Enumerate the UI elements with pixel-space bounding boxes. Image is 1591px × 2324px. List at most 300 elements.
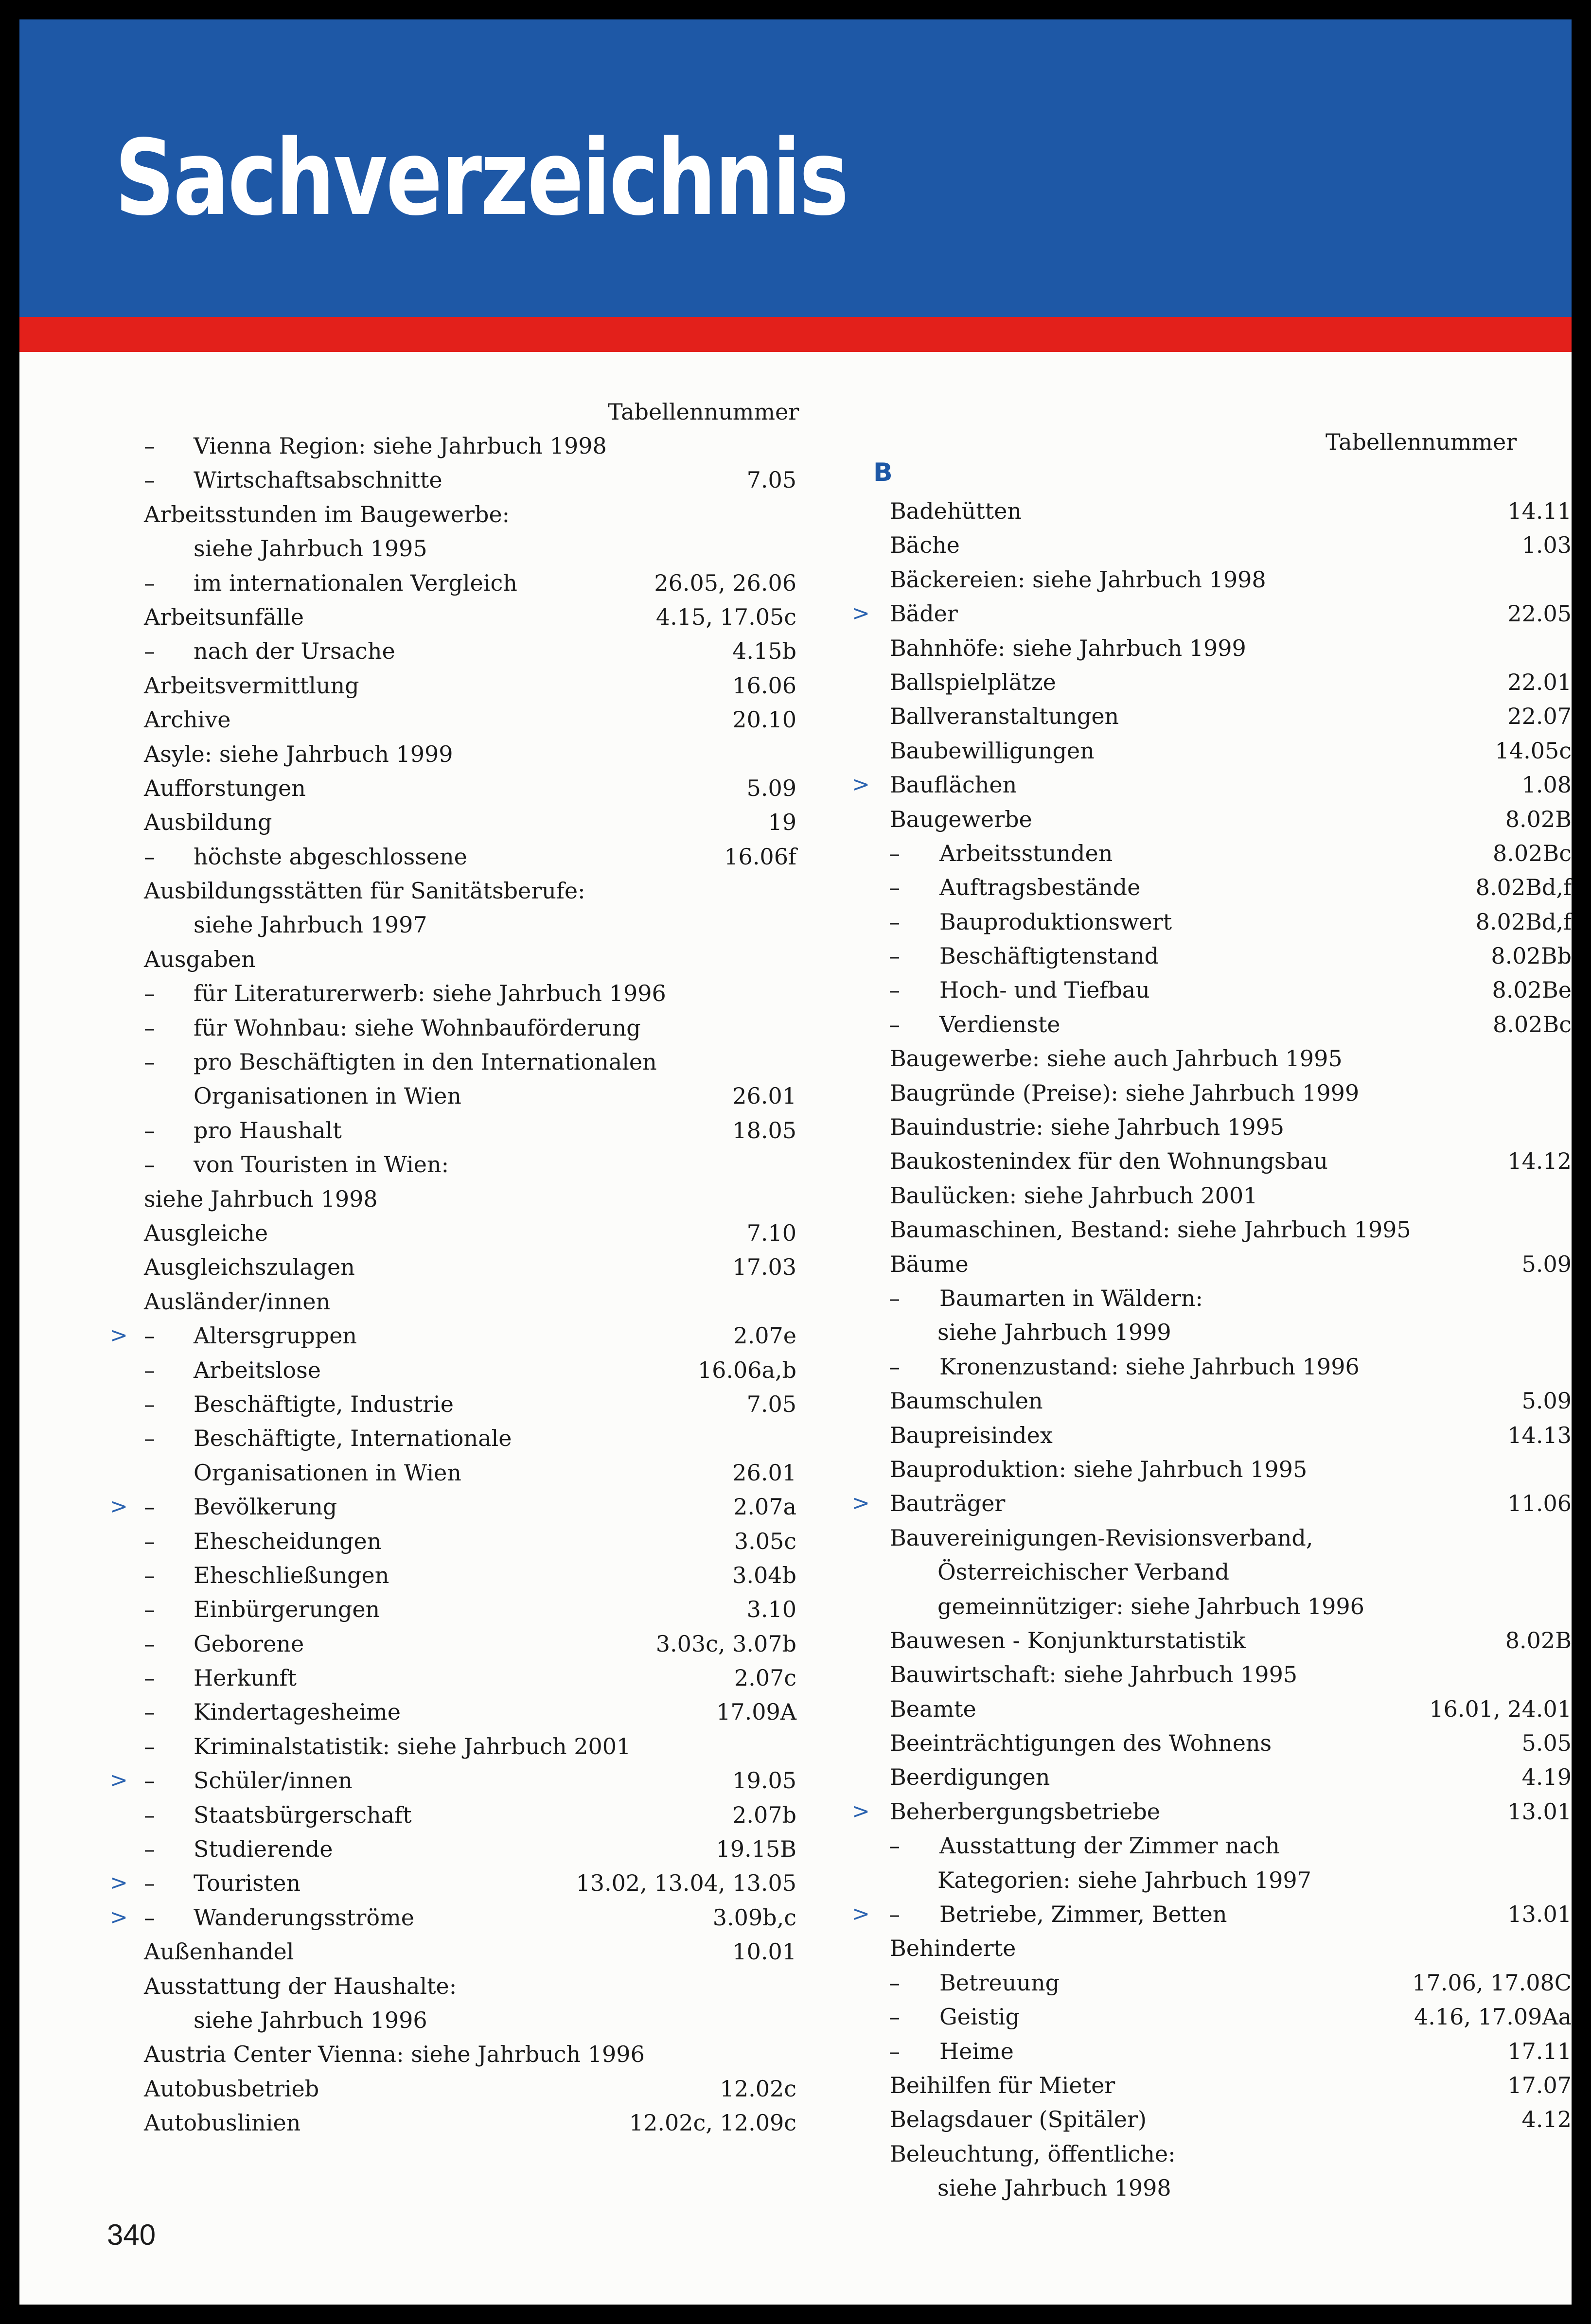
subentry-dash: – — [889, 1969, 900, 1996]
subentry-dash: – — [889, 1285, 900, 1311]
entry-text: Betreuung — [939, 1969, 1060, 1996]
table-number: 3.04b — [732, 1562, 796, 1588]
subentry-dash: – — [144, 1117, 155, 1144]
header-band — [19, 19, 1572, 317]
index-entry — [19, 1558, 797, 1592]
entry-text: Arbeitslose — [194, 1356, 321, 1383]
table-number: 1.08 — [1521, 772, 1572, 798]
index-entry — [19, 1250, 797, 1284]
entry-text: Verdienste — [939, 1011, 1061, 1038]
entry-text: Ausbildung — [144, 809, 272, 836]
table-number: 22.05 — [1507, 600, 1572, 627]
entry-text: Baumarten in Wäldern: — [939, 1285, 1203, 1311]
index-entry — [19, 1490, 797, 1524]
column-header-label: Tabellennummer — [1326, 429, 1517, 455]
entry-text: Auftragsbestände — [939, 874, 1141, 901]
table-number: 19.05 — [732, 1767, 796, 1794]
entry-text: Beherbergungsbetriebe — [890, 1798, 1161, 1825]
table-number: 2.07c — [734, 1665, 796, 1691]
index-entry — [19, 497, 797, 531]
index-entry — [19, 566, 797, 600]
entry-text: Schüler/innen — [194, 1767, 353, 1794]
entry-text: Aufforstungen — [144, 775, 306, 801]
entry-text: Beihilfen für Mieter — [890, 2072, 1115, 2098]
entry-text: Baugewerbe: siehe auch Jahrbuch 1995 — [890, 1045, 1343, 1072]
index-entry — [19, 1832, 797, 1866]
entry-text: Arbeitsunfälle — [144, 603, 304, 630]
new-entry-marker-icon: > — [110, 1870, 128, 1896]
table-number: 13.01 — [1507, 1901, 1572, 1928]
entry-text: Ballspielplätze — [890, 669, 1056, 695]
subentry-dash: – — [144, 1801, 155, 1828]
index-entry — [797, 563, 1572, 597]
index-entry — [19, 1729, 797, 1763]
entry-text: Bauvereinigungen-Revisionsverband, — [890, 1524, 1313, 1551]
index-entry — [19, 1763, 797, 1797]
table-number: 4.19 — [1521, 1764, 1572, 1791]
index-entry — [19, 669, 797, 703]
table-number: 16.06 — [732, 672, 796, 699]
subentry-dash: – — [889, 2004, 900, 2030]
entry-text: Hoch- und Tiefbau — [939, 977, 1150, 1004]
index-entry — [797, 905, 1572, 939]
table-number: 14.05c — [1495, 737, 1572, 764]
index-entry — [797, 1726, 1572, 1760]
index-entry — [19, 1387, 797, 1421]
entry-text: Archive — [144, 706, 231, 733]
entry-text: Baumschulen — [890, 1388, 1043, 1414]
index-entry — [797, 1281, 1572, 1315]
index-entry — [19, 1866, 797, 1900]
subentry-dash: – — [144, 1425, 155, 1452]
index-entry — [797, 1897, 1572, 1931]
index-entry — [797, 1521, 1572, 1555]
subentry-dash: – — [144, 1699, 155, 1725]
entry-text: Beamte — [890, 1695, 976, 1722]
entry-text: Baumaschinen, Bestand: siehe Jahrbuch 1995 — [890, 1216, 1411, 1243]
entry-text: Austria Center Vienna: siehe Jahrbuch 1996 — [144, 2041, 645, 2068]
index-entry — [797, 2171, 1572, 2205]
entry-text: Bauproduktionswert — [939, 908, 1172, 935]
entry-text: Österreichischer Verband — [937, 1559, 1230, 1585]
entry-text: Beeinträchtigungen des Wohnens — [890, 1730, 1272, 1757]
index-entry — [797, 1795, 1572, 1829]
index-entry — [19, 634, 797, 668]
table-number: 20.10 — [732, 706, 796, 733]
entry-text: Ausbildungsstätten für Sanitätsberufe: — [144, 878, 585, 904]
table-number: 3.03c, 3.07b — [655, 1630, 796, 1657]
entry-text: Ausstattung der Haushalte: — [144, 1972, 457, 1999]
entry-text: Organisationen in Wien — [194, 1459, 461, 1486]
new-entry-marker-icon: > — [852, 1491, 870, 1516]
entry-text: Heime — [939, 2038, 1014, 2064]
index-entry — [19, 976, 797, 1010]
index-entry — [797, 2068, 1572, 2102]
index-entry — [797, 699, 1572, 733]
table-number: 12.02c, 12.09c — [629, 2110, 796, 2136]
table-number: 17.06, 17.08C — [1412, 1969, 1572, 1996]
table-number: 16.01, 24.01 — [1429, 1695, 1572, 1722]
entry-text: Organisationen in Wien — [194, 1083, 461, 1109]
entry-text: siehe Jahrbuch 1997 — [194, 912, 427, 938]
subentry-dash: – — [889, 2038, 900, 2064]
table-number: 4.16, 17.09Aa — [1414, 2004, 1572, 2030]
index-entry — [19, 1182, 797, 1216]
index-entry — [797, 1110, 1572, 1144]
entry-text: von Touristen in Wien: — [194, 1151, 449, 1178]
entry-text: Baubewilligungen — [890, 737, 1095, 764]
table-number: 11.06 — [1507, 1490, 1572, 1517]
entry-text: nach der Ursache — [194, 638, 395, 665]
subentry-dash: – — [889, 1353, 900, 1380]
entry-text: Altersgruppen — [194, 1322, 357, 1349]
table-number: 14.12 — [1507, 1148, 1572, 1175]
table-number: 7.10 — [746, 1219, 796, 1246]
entry-text: Beschäftigte, Internationale — [194, 1425, 512, 1452]
entry-text: Ausländer/innen — [144, 1288, 331, 1315]
subentry-dash: – — [144, 1562, 155, 1588]
index-entry — [797, 836, 1572, 870]
index-entry — [797, 631, 1572, 665]
table-number: 5.09 — [1521, 1388, 1572, 1414]
subentry-dash: – — [889, 943, 900, 969]
index-entry — [797, 1623, 1572, 1657]
subentry-dash: – — [889, 1011, 900, 1038]
index-entry — [797, 939, 1572, 973]
table-number: 3.09b,c — [712, 1904, 796, 1931]
table-number: 3.05c — [734, 1528, 796, 1554]
subentry-dash: – — [889, 977, 900, 1004]
index-entry — [797, 1589, 1572, 1623]
index-entry — [19, 1421, 797, 1455]
entry-text: Arbeitsvermittlung — [144, 672, 359, 699]
table-number: 26.01 — [732, 1459, 796, 1486]
entry-text: Arbeitsstunden — [939, 840, 1113, 866]
index-entry — [19, 874, 797, 908]
index-entry — [797, 1076, 1572, 1110]
table-number: 3.10 — [746, 1596, 796, 1623]
entry-text: Ballveranstaltungen — [890, 703, 1119, 730]
index-entry — [19, 463, 797, 497]
entry-text: im internationalen Vergleich — [194, 569, 517, 596]
entry-text: Arbeitsstunden im Baugewerbe: — [144, 501, 510, 528]
table-number: 22.07 — [1507, 703, 1572, 730]
new-entry-marker-icon: > — [852, 1901, 870, 1927]
new-entry-marker-icon: > — [110, 1768, 128, 1793]
index-entry — [797, 1179, 1572, 1213]
index-entry — [797, 1041, 1572, 1075]
entry-text: Beschäftigtenstand — [939, 943, 1159, 969]
new-entry-marker-icon: > — [110, 1323, 128, 1348]
entry-text: Geistig — [939, 2004, 1020, 2030]
entry-text: Eheschließungen — [194, 1562, 389, 1588]
entry-text: Bauproduktion: siehe Jahrbuch 1995 — [890, 1456, 1308, 1482]
new-entry-marker-icon: > — [110, 1904, 128, 1930]
table-number: 17.11 — [1507, 2038, 1572, 2064]
entry-text: Bäche — [890, 532, 960, 559]
entry-text: Bäckereien: siehe Jahrbuch 1998 — [890, 566, 1266, 593]
entry-text: Baupreisindex — [890, 1422, 1053, 1448]
index-entry — [797, 1966, 1572, 2000]
entry-text: Baugründe (Preise): siehe Jahrbuch 1999 — [890, 1079, 1360, 1106]
entry-text: Beerdigungen — [890, 1764, 1050, 1791]
table-number: 8.02Bb — [1491, 943, 1572, 969]
index-entry — [19, 2106, 797, 2140]
table-number: 4.15, 17.05c — [655, 603, 796, 630]
index-entry — [19, 1216, 797, 1250]
table-number: 7.05 — [746, 1391, 796, 1417]
entry-text: Autobuslinien — [144, 2110, 301, 2136]
entry-text: Badehütten — [890, 498, 1022, 524]
entry-text: für Literaturerwerb: siehe Jahrbuch 1996 — [194, 980, 666, 1007]
entry-text: Staatsbürgerschaft — [194, 1801, 412, 1828]
index-entry — [19, 1045, 797, 1079]
index-entry — [797, 1760, 1572, 1794]
entry-text: pro Beschäftigten in den Internationalen — [194, 1049, 657, 1075]
index-entry — [19, 703, 797, 737]
index-entry — [797, 2137, 1572, 2171]
entry-text: Bahnhöfe: siehe Jahrbuch 1999 — [890, 634, 1246, 661]
table-number: 18.05 — [732, 1117, 796, 1144]
subentry-dash: – — [144, 1014, 155, 1041]
header-stripe — [19, 317, 1572, 352]
index-entry — [797, 2102, 1572, 2136]
table-number: 8.02B — [1505, 806, 1572, 832]
table-number: 5.09 — [746, 775, 796, 801]
subentry-dash: – — [889, 1832, 900, 1859]
table-number: 19 — [768, 809, 796, 836]
index-entry — [19, 1113, 797, 1147]
table-number: 26.01 — [732, 1083, 796, 1109]
index-entry — [19, 2003, 797, 2037]
table-number: 17.03 — [732, 1254, 796, 1281]
index-entry — [19, 1798, 797, 1832]
subentry-dash: – — [889, 1901, 900, 1928]
table-number: 14.13 — [1507, 1422, 1572, 1448]
entry-text: siehe Jahrbuch 1996 — [194, 2007, 427, 2033]
entry-text: Kronenzustand: siehe Jahrbuch 1996 — [939, 1353, 1360, 1380]
table-number: 16.06f — [724, 843, 796, 870]
entry-text: Ausgaben — [144, 946, 256, 972]
subentry-dash: – — [889, 840, 900, 866]
index-entry — [797, 802, 1572, 836]
entry-text: Bauwesen - Konjunkturstatistik — [890, 1627, 1246, 1654]
index-entry — [19, 737, 797, 771]
table-number: 4.12 — [1521, 2106, 1572, 2133]
index-entry — [19, 1285, 797, 1319]
index-entry — [19, 531, 797, 565]
subentry-dash: – — [144, 1733, 155, 1760]
entry-text: Bauflächen — [890, 772, 1017, 798]
entry-text: siehe Jahrbuch 1998 — [937, 2175, 1171, 2201]
index-entry — [19, 1935, 797, 1969]
index-entry — [797, 973, 1572, 1007]
page: Sachverzeichnis Tabellennummer – Vienna Region: siehe Jahrbuch 1998 – Wirtschaftsabschnitte 7.05 Arbeitsstunden im Baugewerbe: siehe Jahrbuch 1995 – im internationalen Vergleich 26.05, 26.06 Arbeitsunfälle 4.15, 17.05c – nach der Ursache 4.15b Arbeitsvermittlung 16.06 Archive 20.10 Asyle: siehe Jahrbuch 1999 Aufforstungen 5.09 Ausbildung 19 – höchste abgeschlossene 16.06f Ausbildungsstätten für Sanitätsberufe: siehe Jahrbuch 1997 Ausgaben – für Literaturerwerb: siehe Jahrbuch 1996 – für Wohnbau: siehe Wohnbauförderung – pro Beschäftigten in den Internationalen Organisationen in Wien 26.01 – pro Haushalt 18.05 – von Touristen in Wien: siehe Jahrbuch 1998 Ausgleiche 7.10 Ausgleichszulagen 17.03 Ausländer/innen > – Altersgruppen 2.07e – Arbeitslose 16.06a,b – Beschäftigte, Industrie 7.05 – Beschäftigte, Internationale Organisationen in Wien 26.01 > – Bevölkerung 2.07a – Ehescheidungen 3.05c – Eheschließungen 3.04b – Einbürgerungen 3.10 – Geborene 3.03c, 3.07b – Herkunft 2.07c – Kindertagesheime 17.09A – Kriminalstatistik: siehe Jahrbuch 2001 > – Schüler/innen 19.05 – Staatsbürgerschaft 2.07b – Studierende 19.15B > – Touristen 13.02, 13.04, 13.05 > – Wanderungsströme 3.09b,c Außenhandel 10.01 Ausstattung der Haushalte: siehe Jahrbuch 1996 Austria Center Vienna: siehe Jahrbuch 1996 Autobusbetrieb 12.02c Autobuslinien 12.02c, 12.09c Tabellennummer B Badehütten 14.11 Bäche 1.03 Bäckereien: siehe Jahrbuch 1998 > Bäder 22.05 Bahnhöfe: siehe Jahrbuch 1999 Ballspielplätze 22.01 Ballveranstaltungen 22.07 Baubewilligungen 14.05c > Bauflächen 1.08 Baugewerbe 8.02B – Arbeitsstunden 8.02Bc – Auftragsbestände 8.02Bd,f – Bauproduktionswert 8.02Bd,f – Beschäftigtenstand 8.02Bb – Hoch- und Tiefbau 8.02Be – Verdienste 8.02Bc Baugewerbe: siehe auch Jahrbuch 1995 Baugründe (Preise): siehe Jahrbuch 1999 Bauindustrie: siehe Jahrbuch 1995 Baukostenindex für den Wohnungsbau 14.12 Baulücken: siehe Jahrbuch 2001 Baumaschinen, Bestand: siehe Jahrbuch 1995 Bäume 5.09 – Baumarten in Wäldern: siehe Jahrbuch 1999 – Kronenzustand: siehe Jahrbuch 1996 Baumschulen 5.09 Baupreisindex 14.13 Bauproduktion: siehe Jahrbuch 1995 > Bauträger 11.06 Bauvereinigungen-Revisionsverband, Österreichischer Verband gemeinnütziger: siehe Jahrbuch 1996 Bauwesen - Konjunkturstatistik 8.02B Bauwirtschaft: siehe Jahrbuch 1995 Beamte 16.01, 24.01 Beeinträchtigungen des Wohnens 5.05 Beerdigungen 4.19 > Beherbergungsbetriebe 13.01 – Ausstattung der Zimmer nach Kategorien: siehe Jahrbuch 1997 > – Betriebe, Zimmer, Betten 13.01 Behinderte – Betreuung 17.06, 17.08C – Geistig 4.16, 17.09Aa – Heime 17.11 Beihilfen für Mieter 17.07 Belagsdauer (Spitäler) 4.12 Beleuchtung, öffentliche: siehe Jahrbuch 1998 340 — [19, 19, 1572, 2305]
index-entry — [19, 1969, 797, 2003]
index-entry — [797, 1657, 1572, 1691]
entry-text: Außenhandel — [144, 1938, 294, 1965]
subentry-dash: – — [144, 1836, 155, 1863]
subentry-dash: – — [889, 908, 900, 935]
index-entry — [19, 1079, 797, 1113]
subentry-dash: – — [144, 1665, 155, 1691]
index-entry — [797, 1144, 1572, 1178]
index-entry — [797, 1007, 1572, 1041]
entry-text: Bauträger — [890, 1490, 1006, 1517]
index-entry — [797, 665, 1572, 699]
entry-text: Beschäftigte, Industrie — [194, 1391, 454, 1417]
index-entry — [19, 1353, 797, 1387]
index-entry — [797, 2000, 1572, 2034]
entry-text: Asyle: siehe Jahrbuch 1999 — [144, 740, 453, 767]
index-entry — [19, 942, 797, 976]
entry-text: siehe Jahrbuch 1995 — [194, 535, 427, 562]
table-number: 17.09A — [716, 1699, 796, 1725]
subentry-dash: – — [144, 1322, 155, 1349]
entry-text: Kategorien: siehe Jahrbuch 1997 — [937, 1866, 1311, 1893]
right-column-header — [1326, 429, 1517, 455]
right-entry-list — [797, 494, 1572, 2205]
index-entry — [19, 1627, 797, 1661]
new-entry-marker-icon: > — [852, 601, 870, 626]
table-number: 8.02Bc — [1493, 1011, 1572, 1038]
index-entry — [797, 528, 1572, 562]
entry-text: Ausstattung der Zimmer nach — [939, 1832, 1280, 1859]
table-number: 10.01 — [732, 1938, 796, 1965]
table-number: 16.06a,b — [697, 1356, 796, 1383]
table-number: 2.07a — [733, 1494, 796, 1520]
index-entry — [797, 494, 1572, 528]
index-entry — [19, 600, 797, 634]
table-number: 19.15B — [716, 1836, 796, 1863]
subentry-dash: – — [144, 467, 155, 493]
index-entry — [797, 1350, 1572, 1384]
table-number: 1.03 — [1521, 532, 1572, 559]
left-entry-list — [19, 429, 797, 2140]
index-entry — [797, 597, 1572, 631]
subentry-dash: – — [144, 1528, 155, 1554]
table-number: 8.02Bc — [1493, 840, 1572, 866]
entry-text: Betriebe, Zimmer, Betten — [939, 1901, 1227, 1928]
table-number: 13.02, 13.04, 13.05 — [576, 1870, 796, 1897]
entry-text: Bauindustrie: siehe Jahrbuch 1995 — [890, 1114, 1285, 1141]
entry-text: Kriminalstatistik: siehe Jahrbuch 2001 — [194, 1733, 631, 1760]
subentry-dash: – — [144, 1494, 155, 1520]
table-number: 8.02Be — [1492, 977, 1572, 1004]
entry-text: für Wohnbau: siehe Wohnbauförderung — [194, 1014, 641, 1041]
index-entry — [797, 734, 1572, 768]
subentry-dash: – — [144, 1767, 155, 1794]
entry-text: Bevölkerung — [194, 1494, 337, 1520]
subentry-dash: – — [144, 1630, 155, 1657]
index-entry — [797, 1486, 1572, 1520]
entry-text: siehe Jahrbuch 1998 — [144, 1185, 378, 1212]
subentry-dash: – — [144, 1049, 155, 1075]
index-entry — [19, 1011, 797, 1045]
subentry-dash: – — [144, 1870, 155, 1897]
entry-text: siehe Jahrbuch 1999 — [937, 1319, 1171, 1346]
entry-text: Einbürgerungen — [194, 1596, 380, 1623]
subentry-dash: – — [144, 1596, 155, 1623]
index-entry — [797, 1452, 1572, 1486]
index-entry — [797, 1418, 1572, 1452]
entry-text: Beleuchtung, öffentliche: — [890, 2140, 1176, 2167]
entry-text: Behinderte — [890, 1935, 1016, 1962]
table-number: 13.01 — [1507, 1798, 1572, 1825]
index-entry — [797, 1315, 1572, 1349]
index-entry — [19, 805, 797, 839]
new-entry-marker-icon: > — [110, 1494, 128, 1519]
subentry-dash: – — [144, 569, 155, 596]
entry-text: gemeinnütziger: siehe Jahrbuch 1996 — [937, 1593, 1364, 1620]
index-entry — [19, 840, 797, 874]
page-title: Sachverzeichnis — [115, 118, 848, 239]
new-entry-marker-icon: > — [852, 1798, 870, 1824]
table-number: 2.07b — [732, 1801, 796, 1828]
entry-text: höchste abgeschlossene — [194, 843, 467, 870]
index-entry — [797, 1692, 1572, 1726]
subentry-dash: – — [144, 638, 155, 665]
entry-text: Kindertagesheime — [194, 1699, 401, 1725]
table-number: 4.15b — [732, 638, 796, 665]
index-entry — [19, 1147, 797, 1181]
subentry-dash: – — [144, 1391, 155, 1417]
entry-text: Wirtschaftsabschnitte — [194, 467, 442, 493]
new-entry-marker-icon: > — [852, 772, 870, 797]
entry-text: Belagsdauer (Spitäler) — [890, 2106, 1147, 2133]
index-entry — [797, 1247, 1572, 1281]
index-entry — [19, 1661, 797, 1695]
subentry-dash: – — [144, 1356, 155, 1383]
entry-text: Geborene — [194, 1630, 304, 1657]
entry-text: Bauwirtschaft: siehe Jahrbuch 1995 — [890, 1661, 1298, 1688]
index-entry — [19, 429, 797, 463]
subentry-dash: – — [889, 874, 900, 901]
entry-text: Baulücken: siehe Jahrbuch 2001 — [890, 1182, 1258, 1209]
page-number: 340 — [107, 2218, 156, 2251]
index-entry — [19, 2037, 797, 2071]
index-entry — [19, 771, 797, 805]
subentry-dash: – — [144, 1904, 155, 1931]
entry-text: Ausgleiche — [144, 1219, 268, 1246]
subentry-dash: – — [144, 980, 155, 1007]
index-entry — [797, 1863, 1572, 1897]
entry-text: Autobusbetrieb — [144, 2075, 319, 2102]
index-entry — [797, 870, 1572, 904]
section-letter: B — [873, 458, 893, 487]
index-entry — [797, 1829, 1572, 1863]
index-entry — [797, 768, 1572, 802]
subentry-dash: – — [144, 1151, 155, 1178]
entry-text: Bäder — [890, 600, 958, 627]
index-entry — [19, 1901, 797, 1935]
index-entry — [797, 1384, 1572, 1418]
entry-text: Baugewerbe — [890, 806, 1032, 832]
table-number: 8.02Bd,f — [1475, 874, 1572, 901]
entry-text: pro Haushalt — [194, 1117, 342, 1144]
entry-text: Wanderungsströme — [194, 1904, 414, 1931]
entry-text: Vienna Region: siehe Jahrbuch 1998 — [194, 433, 607, 459]
table-number: 12.02c — [720, 2075, 796, 2102]
subentry-dash: – — [144, 433, 155, 459]
index-entry — [797, 2034, 1572, 2068]
entry-text: Studierende — [194, 1836, 333, 1863]
index-entry — [19, 1695, 797, 1729]
table-number: 22.01 — [1507, 669, 1572, 695]
table-number: 5.09 — [1521, 1250, 1572, 1277]
entry-text: Ausgleichszulagen — [144, 1254, 355, 1281]
subentry-dash: – — [144, 843, 155, 870]
